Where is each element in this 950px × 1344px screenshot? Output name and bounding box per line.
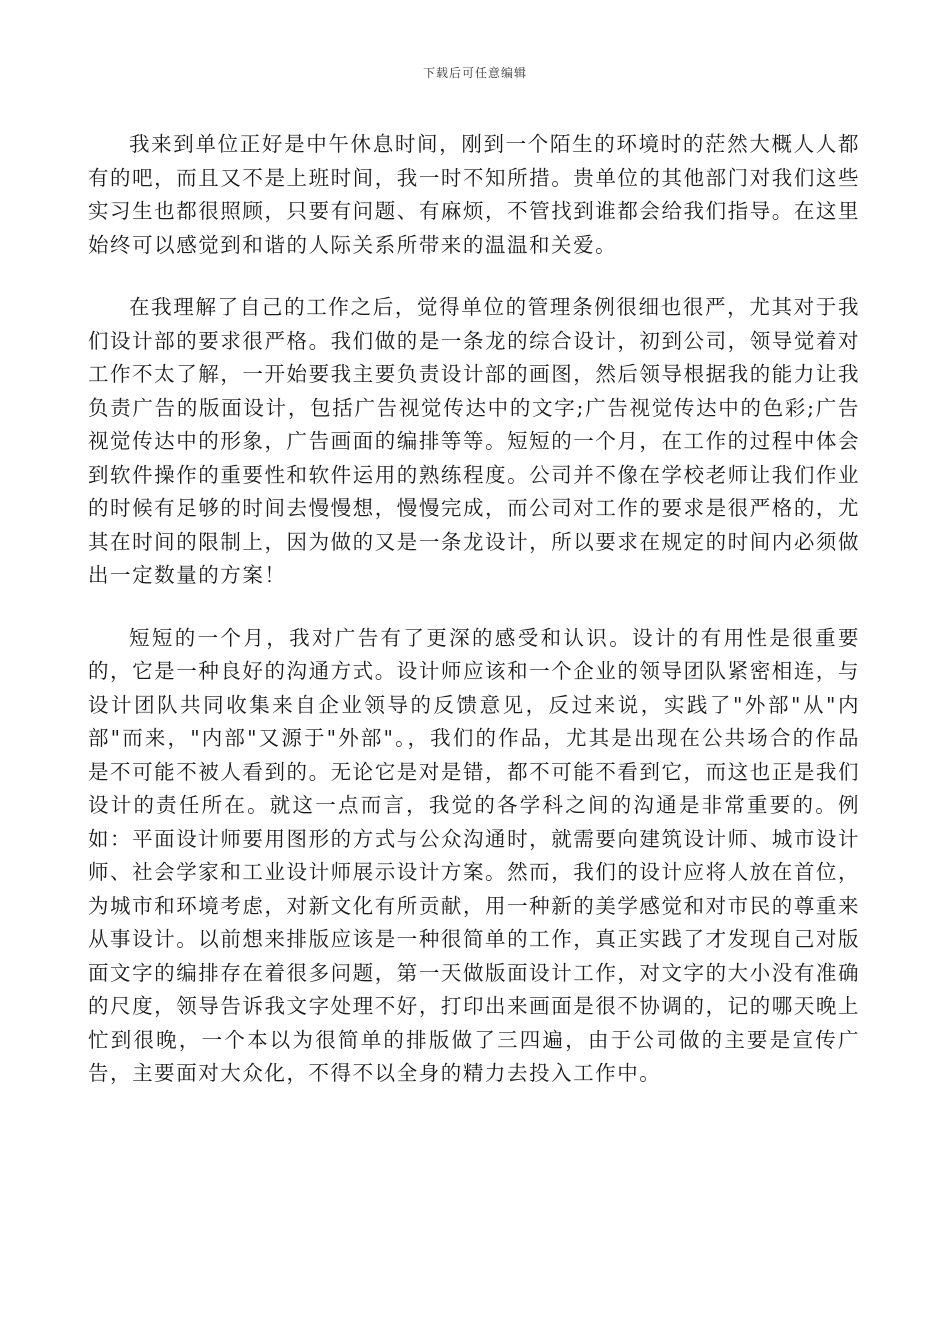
document-body [88,128,860,1091]
paragraph-1: 我来到单位正好是中午休息时间，刚到一个陌生的环境时的茫然大概人人都有的吧，而且又不是上班时间，我一时不知所措。贵单位的其他部门对我们这些实习生也都很照顾，只要有问题、有麻烦，不管找到谁都会给我们指导。在这里始终可以感觉到和谐的人际关系所带来的温温和关爱。 [88,132,860,257]
paragraph-2: 在我理解了自己的工作之后，觉得单位的管理条例很细也很严，尤其对于我们设计部的要求很严格。我们做的是一条龙的综合设计，初到公司，领导觉着对工作不太了解，一开始要我主要负责设计部的画图，然后领导根据我的能力让我负责广告的版面设计，包括广告视觉传达中的文字;广告视觉传达中的色彩;广告视觉传达中的形象，广告画面的编排等等。短短的一个月，在工作的过程中体会到软件操作的重要性和软件运用的熟练程度。公司并不像在学校老师让我们作业的时候有足够的时间去慢慢想，慢慢完成，而公司对工作的要求是很严格的，尤其在时间的限制上，因为做的又是一条龙设计，所以要求在规定的时间内必须做出一定数量的方案！ [88,295,860,587]
paragraph-3: 短短的一个月，我对广告有了更深的感受和认识。设计的有用性是很重要的，它是一种良好的沟通方式。设计师应该和一个企业的领导团队紧密相连，与设计团队共同收集来自企业领导的反馈意见，反过来说，实践了"外部"从"内部"而来，"内部"又源于"外部"。，我们的作品，尤其是出现在公共场合的作品是不可能不被人看到的。无论它是对是错，都不可能不看到它，而这也正是我们设计的责任所在。就这一点而言，我觉的各学科之间的沟通是非常重要的。例如：平面设计师要用图形的方式与公众沟通时，就需要向建筑设计师、城市设计师、社会学家和工业设计师展示设计方案。然而，我们的设计应将人放在首位，为城市和环境考虑，对新文化有所贡献，用一种新的美学感觉和对市民的尊重来从事设计。以前想来排版应该是一种很简单的工作，真正实践了才发现自己对版面文字的编排存在着很多问题，第一天做版面设计工作，对文字的大小没有准确的尺度，领导告诉我文字处理不好，打印出来画面是很不协调的，记的哪天晚上忙到很晚，一个本以为很简单的排版做了三四遍，由于公司做的主要是宣传广告，主要面对大众化，不得不以全身的精力去投入工作中。 [88,625,860,1085]
page-header: 下载后可任意编辑 [422,66,527,80]
